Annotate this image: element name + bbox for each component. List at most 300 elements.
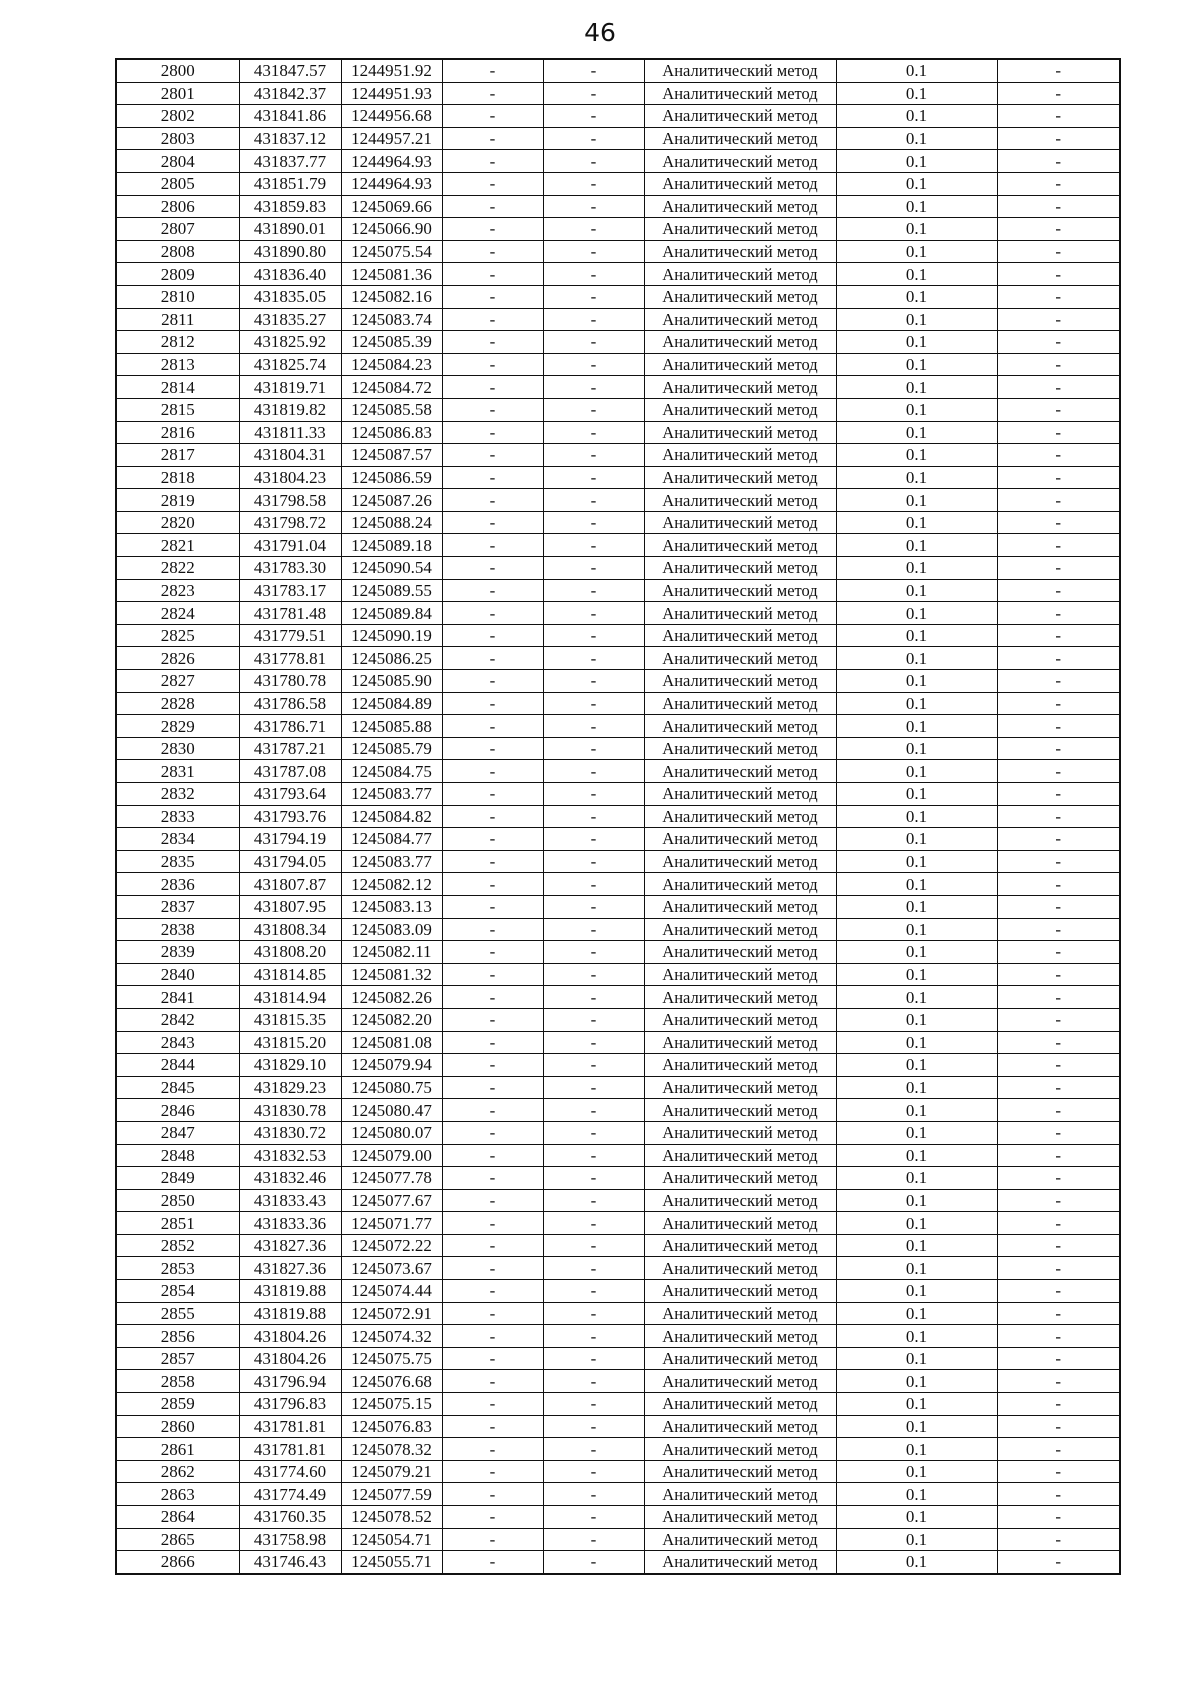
table-row [116,398,1120,421]
point-number-cell: 2852 [116,1234,239,1257]
dash-cell: - [442,1325,543,1348]
x-coordinate-cell: 431833.36 [239,1212,341,1235]
accuracy-cell: 0.1 [836,624,997,647]
dash-cell: - [543,760,644,783]
x-coordinate-cell: 431837.12 [239,127,341,150]
dash-cell: - [442,963,543,986]
dash-cell: - [442,1257,543,1280]
table-row [116,1393,1120,1416]
dash-cell: - [543,398,644,421]
dash-cell: - [442,557,543,580]
accuracy-cell: 0.1 [836,1347,997,1370]
accuracy-cell: 0.1 [836,195,997,218]
y-coordinate-cell: 1245084.82 [341,805,442,828]
dash-cell: - [442,353,543,376]
dash-cell: - [997,489,1120,512]
method-cell: Аналитический метод [644,240,836,263]
point-number-cell: 2828 [116,692,239,715]
point-number-cell: 2841 [116,986,239,1009]
dash-cell: - [543,895,644,918]
point-number-cell: 2802 [116,105,239,128]
x-coordinate-cell: 431890.80 [239,240,341,263]
accuracy-cell: 0.1 [836,489,997,512]
accuracy-cell: 0.1 [836,918,997,941]
dash-cell: - [997,670,1120,693]
accuracy-cell: 0.1 [836,105,997,128]
dash-cell: - [543,873,644,896]
dash-cell: - [442,1144,543,1167]
dash-cell: - [997,1483,1120,1506]
table-row [116,1280,1120,1303]
y-coordinate-cell: 1244956.68 [341,105,442,128]
dash-cell: - [442,376,543,399]
table-row [116,850,1120,873]
accuracy-cell: 0.1 [836,715,997,738]
dash-cell: - [543,828,644,851]
method-cell: Аналитический метод [644,1528,836,1551]
table-row [116,1167,1120,1190]
y-coordinate-cell: 1245076.68 [341,1370,442,1393]
x-coordinate-cell: 431819.82 [239,398,341,421]
point-number-cell: 2861 [116,1438,239,1461]
dash-cell: - [997,1415,1120,1438]
dash-cell: - [442,127,543,150]
dash-cell: - [997,1212,1120,1235]
accuracy-cell: 0.1 [836,511,997,534]
point-number-cell: 2829 [116,715,239,738]
dash-cell: - [997,218,1120,241]
point-number-cell: 2809 [116,263,239,286]
x-coordinate-cell: 431793.76 [239,805,341,828]
method-cell: Аналитический метод [644,1415,836,1438]
x-coordinate-cell: 431798.72 [239,511,341,534]
accuracy-cell: 0.1 [836,1099,997,1122]
accuracy-cell: 0.1 [836,1054,997,1077]
dash-cell: - [543,1076,644,1099]
point-number-cell: 2827 [116,670,239,693]
method-cell: Аналитический метод [644,1234,836,1257]
dash-cell: - [543,1212,644,1235]
accuracy-cell: 0.1 [836,895,997,918]
point-number-cell: 2857 [116,1347,239,1370]
table-row [116,737,1120,760]
method-cell: Аналитический метод [644,805,836,828]
accuracy-cell: 0.1 [836,805,997,828]
point-number-cell: 2836 [116,873,239,896]
dash-cell: - [442,172,543,195]
y-coordinate-cell: 1245085.39 [341,331,442,354]
dash-cell: - [543,647,644,670]
dash-cell: - [442,534,543,557]
method-cell: Аналитический метод [644,602,836,625]
dash-cell: - [543,670,644,693]
point-number-cell: 2825 [116,624,239,647]
dash-cell: - [442,263,543,286]
accuracy-cell: 0.1 [836,331,997,354]
dash-cell: - [997,1257,1120,1280]
accuracy-cell: 0.1 [836,1076,997,1099]
method-cell: Аналитический метод [644,1506,836,1529]
table-body [116,59,1120,1574]
accuracy-cell: 0.1 [836,150,997,173]
dash-cell: - [997,1076,1120,1099]
dash-cell: - [997,1393,1120,1416]
method-cell: Аналитический метод [644,963,836,986]
dash-cell: - [442,805,543,828]
dash-cell: - [543,263,644,286]
dash-cell: - [442,1031,543,1054]
accuracy-cell: 0.1 [836,376,997,399]
dash-cell: - [543,1302,644,1325]
x-coordinate-cell: 431830.78 [239,1099,341,1122]
y-coordinate-cell: 1245086.59 [341,466,442,489]
table-row [116,1325,1120,1348]
dash-cell: - [442,218,543,241]
method-cell: Аналитический метод [644,1325,836,1348]
method-cell: Аналитический метод [644,1280,836,1303]
table-row [116,941,1120,964]
point-number-cell: 2815 [116,398,239,421]
x-coordinate-cell: 431836.40 [239,263,341,286]
y-coordinate-cell: 1245079.00 [341,1144,442,1167]
method-cell: Аналитический метод [644,737,836,760]
dash-cell: - [442,105,543,128]
table-row [116,1438,1120,1461]
y-coordinate-cell: 1244951.92 [341,59,442,82]
y-coordinate-cell: 1245081.32 [341,963,442,986]
x-coordinate-cell: 431851.79 [239,172,341,195]
dash-cell: - [997,941,1120,964]
y-coordinate-cell: 1245089.84 [341,602,442,625]
dash-cell: - [997,1054,1120,1077]
dash-cell: - [442,1438,543,1461]
dash-cell: - [543,692,644,715]
dash-cell: - [543,1370,644,1393]
dash-cell: - [543,1167,644,1190]
dash-cell: - [997,466,1120,489]
table-row [116,715,1120,738]
method-cell: Аналитический метод [644,624,836,647]
accuracy-cell: 0.1 [836,602,997,625]
point-number-cell: 2830 [116,737,239,760]
method-cell: Аналитический метод [644,466,836,489]
y-coordinate-cell: 1245072.22 [341,1234,442,1257]
y-coordinate-cell: 1245082.11 [341,941,442,964]
point-number-cell: 2821 [116,534,239,557]
point-number-cell: 2864 [116,1506,239,1529]
point-number-cell: 2817 [116,444,239,467]
dash-cell: - [442,579,543,602]
dash-cell: - [442,850,543,873]
dash-cell: - [997,963,1120,986]
dash-cell: - [543,557,644,580]
accuracy-cell: 0.1 [836,444,997,467]
table-row [116,873,1120,896]
y-coordinate-cell: 1245087.26 [341,489,442,512]
dash-cell: - [543,218,644,241]
x-coordinate-cell: 431829.23 [239,1076,341,1099]
x-coordinate-cell: 431842.37 [239,82,341,105]
point-number-cell: 2854 [116,1280,239,1303]
dash-cell: - [543,421,644,444]
accuracy-cell: 0.1 [836,737,997,760]
table-row [116,1099,1120,1122]
dash-cell: - [442,195,543,218]
dash-cell: - [997,285,1120,308]
y-coordinate-cell: 1245083.77 [341,783,442,806]
method-cell: Аналитический метод [644,127,836,150]
dash-cell: - [997,579,1120,602]
dash-cell: - [997,1551,1120,1574]
x-coordinate-cell: 431779.51 [239,624,341,647]
dash-cell: - [997,828,1120,851]
dash-cell: - [543,1054,644,1077]
dash-cell: - [997,127,1120,150]
point-number-cell: 2804 [116,150,239,173]
dash-cell: - [543,1121,644,1144]
dash-cell: - [442,1393,543,1416]
accuracy-cell: 0.1 [836,873,997,896]
point-number-cell: 2806 [116,195,239,218]
table-row [116,127,1120,150]
y-coordinate-cell: 1245088.24 [341,511,442,534]
point-number-cell: 2808 [116,240,239,263]
point-number-cell: 2805 [116,172,239,195]
dash-cell: - [442,1302,543,1325]
point-number-cell: 2846 [116,1099,239,1122]
dash-cell: - [543,783,644,806]
table-row [116,1008,1120,1031]
x-coordinate-cell: 431804.31 [239,444,341,467]
table-row [116,489,1120,512]
dash-cell: - [997,444,1120,467]
accuracy-cell: 0.1 [836,353,997,376]
dash-cell: - [442,624,543,647]
table-row [116,986,1120,1009]
point-number-cell: 2835 [116,850,239,873]
dash-cell: - [997,918,1120,941]
method-cell: Аналитический метод [644,82,836,105]
table-row [116,1076,1120,1099]
point-number-cell: 2865 [116,1528,239,1551]
method-cell: Аналитический метод [644,172,836,195]
x-coordinate-cell: 431758.98 [239,1528,341,1551]
dash-cell: - [543,1347,644,1370]
point-number-cell: 2837 [116,895,239,918]
table-row [116,331,1120,354]
x-coordinate-cell: 431819.88 [239,1280,341,1303]
table-row [116,692,1120,715]
dash-cell: - [997,240,1120,263]
point-number-cell: 2803 [116,127,239,150]
dash-cell: - [442,828,543,851]
method-cell: Аналитический метод [644,783,836,806]
method-cell: Аналитический метод [644,557,836,580]
dash-cell: - [997,557,1120,580]
x-coordinate-cell: 431786.71 [239,715,341,738]
method-cell: Аналитический метод [644,511,836,534]
x-coordinate-cell: 431811.33 [239,421,341,444]
y-coordinate-cell: 1245086.83 [341,421,442,444]
dash-cell: - [543,195,644,218]
dash-cell: - [543,1189,644,1212]
dash-cell: - [442,692,543,715]
dash-cell: - [543,240,644,263]
point-number-cell: 2847 [116,1121,239,1144]
x-coordinate-cell: 431815.35 [239,1008,341,1031]
y-coordinate-cell: 1245077.78 [341,1167,442,1190]
method-cell: Аналитический метод [644,285,836,308]
dash-cell: - [442,1076,543,1099]
dash-cell: - [997,376,1120,399]
accuracy-cell: 0.1 [836,1302,997,1325]
accuracy-cell: 0.1 [836,398,997,421]
y-coordinate-cell: 1245078.32 [341,1438,442,1461]
dash-cell: - [997,331,1120,354]
accuracy-cell: 0.1 [836,557,997,580]
y-coordinate-cell: 1245083.74 [341,308,442,331]
dash-cell: - [997,647,1120,670]
y-coordinate-cell: 1245082.20 [341,1008,442,1031]
x-coordinate-cell: 431786.58 [239,692,341,715]
dash-cell: - [543,1325,644,1348]
point-number-cell: 2839 [116,941,239,964]
y-coordinate-cell: 1245082.16 [341,285,442,308]
accuracy-cell: 0.1 [836,986,997,1009]
point-number-cell: 2822 [116,557,239,580]
dash-cell: - [442,647,543,670]
y-coordinate-cell: 1245083.77 [341,850,442,873]
point-number-cell: 2842 [116,1008,239,1031]
point-number-cell: 2811 [116,308,239,331]
point-number-cell: 2820 [116,511,239,534]
x-coordinate-cell: 431796.94 [239,1370,341,1393]
point-number-cell: 2860 [116,1415,239,1438]
x-coordinate-cell: 431819.71 [239,376,341,399]
x-coordinate-cell: 431825.74 [239,353,341,376]
method-cell: Аналитический метод [644,1167,836,1190]
method-cell: Аналитический метод [644,692,836,715]
method-cell: Аналитический метод [644,760,836,783]
method-cell: Аналитический метод [644,1257,836,1280]
y-coordinate-cell: 1245055.71 [341,1551,442,1574]
accuracy-cell: 0.1 [836,1280,997,1303]
table-row [116,624,1120,647]
y-coordinate-cell: 1245086.25 [341,647,442,670]
method-cell: Аналитический метод [644,59,836,82]
dash-cell: - [997,1302,1120,1325]
y-coordinate-cell: 1245085.88 [341,715,442,738]
dash-cell: - [442,308,543,331]
dash-cell: - [997,59,1120,82]
method-cell: Аналитический метод [644,579,836,602]
table-row [116,1054,1120,1077]
accuracy-cell: 0.1 [836,1483,997,1506]
dash-cell: - [442,1189,543,1212]
table-row [116,783,1120,806]
accuracy-cell: 0.1 [836,1144,997,1167]
y-coordinate-cell: 1244964.93 [341,172,442,195]
x-coordinate-cell: 431832.46 [239,1167,341,1190]
dash-cell: - [543,1257,644,1280]
dash-cell: - [997,511,1120,534]
dash-cell: - [543,285,644,308]
dash-cell: - [442,941,543,964]
dash-cell: - [442,986,543,1009]
dash-cell: - [997,895,1120,918]
x-coordinate-cell: 431794.05 [239,850,341,873]
table-row [116,511,1120,534]
dash-cell: - [543,602,644,625]
dash-cell: - [997,82,1120,105]
dash-cell: - [997,986,1120,1009]
y-coordinate-cell: 1245084.75 [341,760,442,783]
point-number-cell: 2823 [116,579,239,602]
y-coordinate-cell: 1244964.93 [341,150,442,173]
method-cell: Аналитический метод [644,150,836,173]
dash-cell: - [442,1415,543,1438]
point-number-cell: 2856 [116,1325,239,1348]
method-cell: Аналитический метод [644,1121,836,1144]
table-row [116,1031,1120,1054]
method-cell: Аналитический метод [644,647,836,670]
x-coordinate-cell: 431814.94 [239,986,341,1009]
dash-cell: - [543,150,644,173]
method-cell: Аналитический метод [644,1370,836,1393]
method-cell: Аналитический метод [644,353,836,376]
x-coordinate-cell: 431825.92 [239,331,341,354]
accuracy-cell: 0.1 [836,1528,997,1551]
dash-cell: - [543,1483,644,1506]
y-coordinate-cell: 1245079.21 [341,1460,442,1483]
method-cell: Аналитический метод [644,218,836,241]
table-row [116,105,1120,128]
dash-cell: - [442,489,543,512]
x-coordinate-cell: 431787.21 [239,737,341,760]
y-coordinate-cell: 1245069.66 [341,195,442,218]
dash-cell: - [543,466,644,489]
dash-cell: - [543,1415,644,1438]
dash-cell: - [543,918,644,941]
dash-cell: - [442,1506,543,1529]
table-row [116,670,1120,693]
dash-cell: - [997,1528,1120,1551]
y-coordinate-cell: 1245087.57 [341,444,442,467]
dash-cell: - [997,873,1120,896]
x-coordinate-cell: 431832.53 [239,1144,341,1167]
dash-cell: - [997,421,1120,444]
method-cell: Аналитический метод [644,986,836,1009]
point-number-cell: 2863 [116,1483,239,1506]
accuracy-cell: 0.1 [836,308,997,331]
dash-cell: - [442,1121,543,1144]
point-number-cell: 2801 [116,82,239,105]
table-row [116,308,1120,331]
method-cell: Аналитический метод [644,1483,836,1506]
y-coordinate-cell: 1245085.79 [341,737,442,760]
dash-cell: - [543,1506,644,1529]
x-coordinate-cell: 431804.23 [239,466,341,489]
table-row [116,534,1120,557]
x-coordinate-cell: 431804.26 [239,1325,341,1348]
y-coordinate-cell: 1244957.21 [341,127,442,150]
y-coordinate-cell: 1245083.09 [341,918,442,941]
dash-cell: - [997,1099,1120,1122]
method-cell: Аналитический метод [644,1393,836,1416]
y-coordinate-cell: 1245081.08 [341,1031,442,1054]
point-number-cell: 2826 [116,647,239,670]
point-number-cell: 2849 [116,1167,239,1190]
